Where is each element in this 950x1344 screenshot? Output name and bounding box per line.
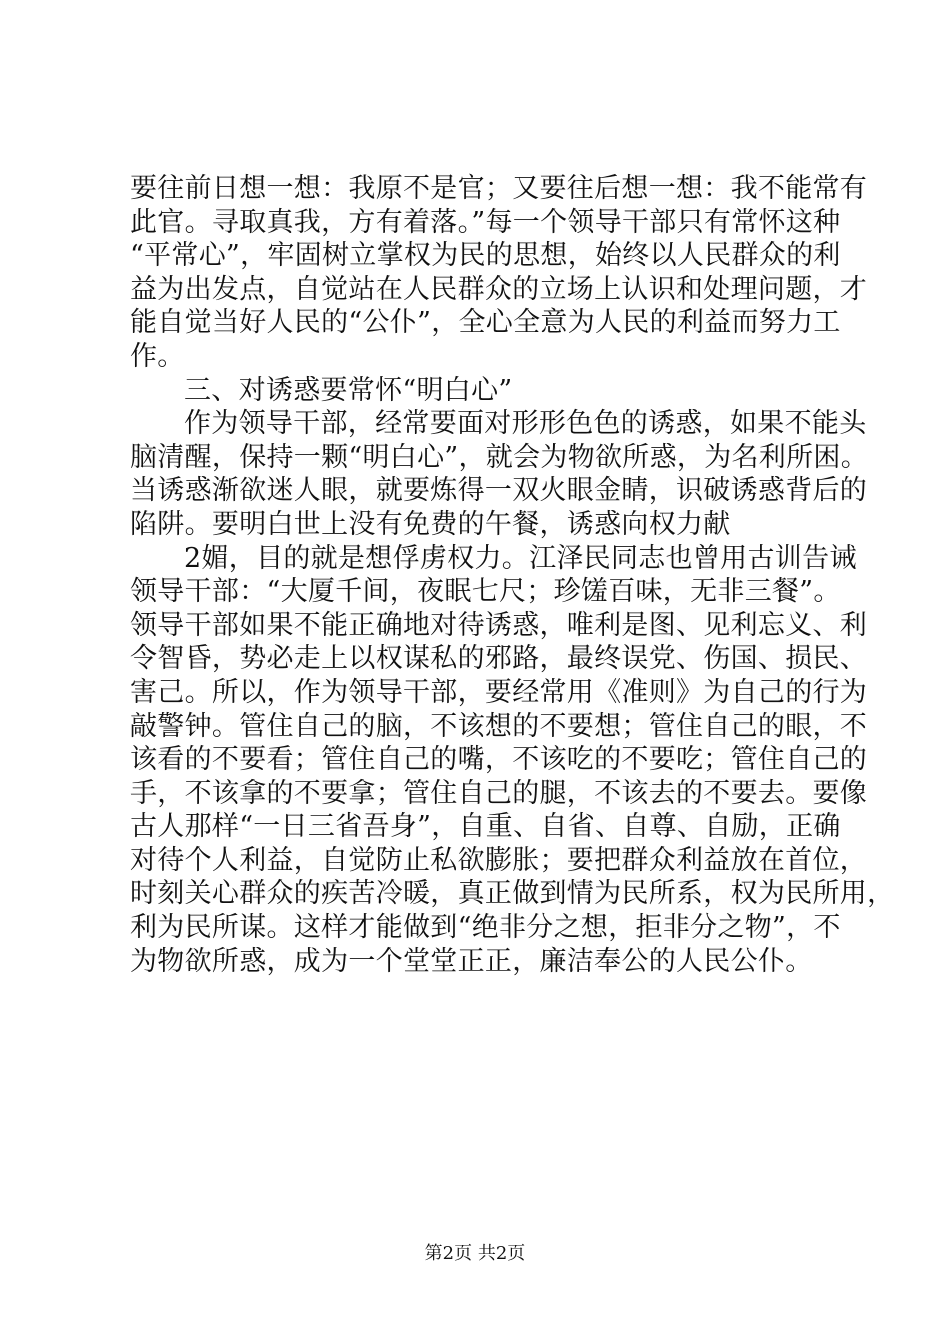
section-heading: 三、对诱惑要常怀“明白心” [184, 374, 513, 406]
text-line: 能自觉当好人民的“公仆”，全心全意为人民的利益而努力工 [130, 307, 841, 339]
page-footer [0, 1243, 950, 1265]
text-line: 手，不该拿的不要拿；管住自己的腿，不该去的不要去。要像 [130, 777, 868, 809]
text-line: 领导干部：“大厦千间，夜眠七尺；珍馐百味，无非三餐”。 [130, 576, 841, 608]
text-line: 时刻关心群众的疾苦冷暖，真正做到情为民所系，权为民所用， [130, 878, 895, 910]
text-line: 敲警钟。管住自己的脑，不该想的不要想；管住自己的眼，不 [130, 710, 868, 742]
text-line: 对待个人利益，自觉防止私欲膨胀；要把群众利益放在首位， [130, 844, 868, 876]
text-line: 作。 [130, 340, 185, 372]
text-line: 当诱惑渐欲迷人眼，就要炼得一双火眼金睛，识破诱惑背后的 [130, 475, 868, 507]
text-line: 领导干部如果不能正确地对待诱惑，唯利是图、见利忘义、利 [130, 609, 868, 641]
text-line: 2媚，目的就是想俘虏权力。江泽民同志也曾用古训告诫 [184, 542, 857, 574]
text-line: 要往前日想一想：我原不是官；又要往后想一想：我不能常有 [130, 173, 868, 204]
page-number-label: 第2页 共2页 [424, 1243, 526, 1264]
text-line: 陷阱。要明白世上没有免费的午餐，诱惑向权力献 [130, 508, 731, 540]
text-line: 利为民所谋。这样才能做到“绝非分之想，拒非分之物”，不 [130, 912, 841, 944]
text-line: 古人那样“一日三省吾身”，自重、自省、自尊、自励，正确 [130, 811, 841, 843]
text-line: 害己。所以，作为领导干部，要经常用《准则》为自己的行为 [130, 676, 868, 708]
text-line: 益为出发点，自觉站在人民群众的立场上认识和处理问题，才 [130, 273, 868, 305]
text-line: 为物欲所惑，成为一个堂堂正正，廉洁奉公的人民公仆。 [130, 945, 813, 977]
text-line: 令智昏，势必走上以权谋私的邪路，最终误党、伤国、损民、 [130, 643, 868, 675]
text-line: 该看的不要看；管住自己的嘴，不该吃的不要吃；管住自己的 [130, 744, 868, 776]
text-line: “平常心”，牢固树立掌权为民的思想，始终以人民群众的利 [130, 240, 841, 272]
text-line: 脑清醒，保持一颗“明白心”，就会为物欲所惑，为名利所困。 [130, 441, 869, 473]
text-line: 作为领导干部，经常要面对形形色色的诱惑，如果不能头 [184, 408, 867, 440]
text-line: 此官。寻取真我，方有着落。”每一个领导干部只有常怀这种 [130, 206, 841, 238]
body-text [130, 172, 895, 978]
